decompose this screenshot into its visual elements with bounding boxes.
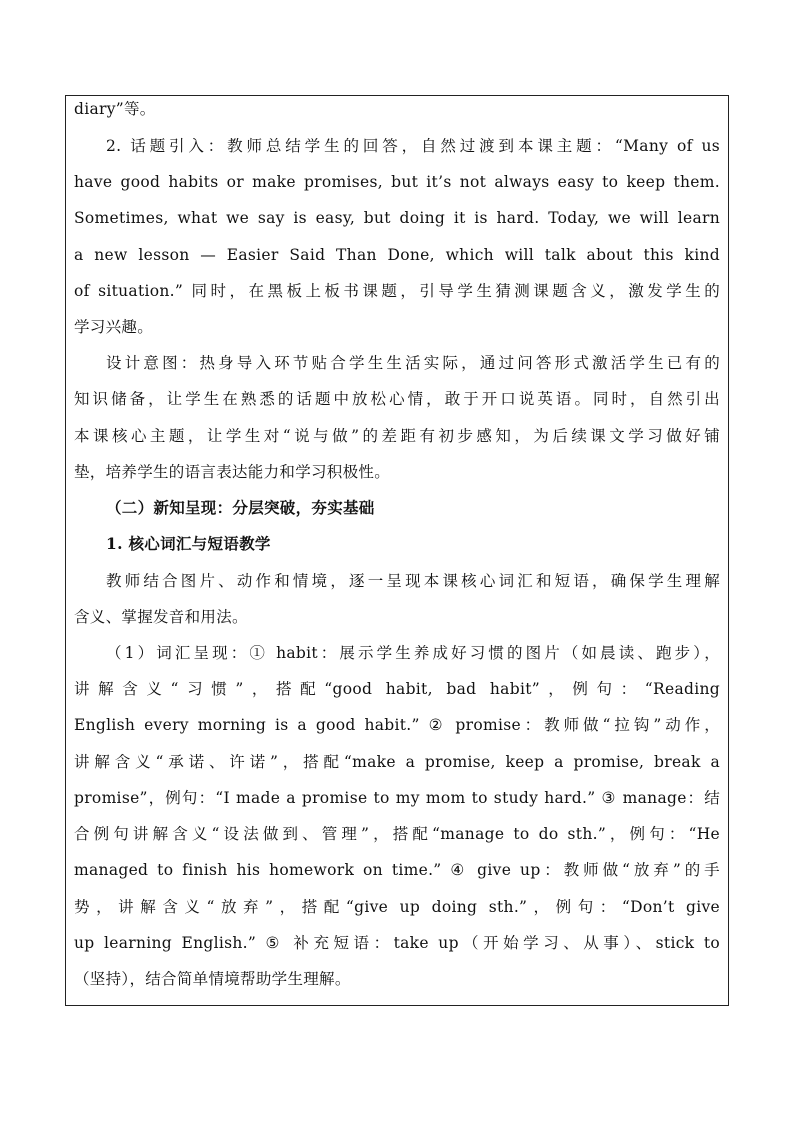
text-line: 教师结合图片、动作和情境，逐一呈现本课核心词汇和短语，确保学生理解 xyxy=(106,572,720,590)
text-line: 含义、掌握发音和用法。 xyxy=(74,608,248,626)
design-intent-line: 设计意图：热身导入环节贴合学生生活实际，通过问答形式激活学生已有的 xyxy=(106,354,720,372)
text-line: （坚持），结合简单情境帮助学生理解。 xyxy=(74,970,351,988)
text-line: 知识储备，让学生在熟悉的话题中放松心情，敢于开口说英语。同时，自然引出 xyxy=(74,390,720,408)
text-line: 垫，培养学生的语言表达能力和学习积极性。 xyxy=(74,463,391,481)
text-line: 2. 话题引入：教师总结学生的回答，自然过渡到本课主题：“Many of us xyxy=(106,137,720,155)
text-line: managed to finish his homework on time.” ④ give up：教师做“放弃”的手 xyxy=(74,861,720,879)
table-cell xyxy=(65,95,729,1006)
text-line: diary”等。 xyxy=(74,100,156,118)
subsection-heading: 1. 核心词汇与短语教学 xyxy=(106,534,271,553)
text-line: 讲解含义“习惯”，搭配“good habit, bad habit”，例句：“Reading xyxy=(74,680,720,698)
text-line: a new lesson — Easier Said Than Done, which will talk about this kind xyxy=(74,246,720,264)
text-line: up learning English.” ⑤ 补充短语：take up（开始学习、从事）、stick to xyxy=(74,934,720,952)
text-line: promise”，例句：“I made a promise to my mom to study hard.” ③ manage：结 xyxy=(74,789,720,807)
text-line: have good habits or make promises, but it’s not always easy to keep them. xyxy=(74,173,720,191)
text-line: 讲解含义“承诺、许诺”，搭配“make a promise, keep a promise, break a xyxy=(74,753,720,771)
text-line: English every morning is a good habit.” ② promise：教师做“拉钩”动作， xyxy=(74,716,720,734)
text-line: 学习兴趣。 xyxy=(74,318,154,336)
vocabulary-line: （1）词汇呈现：① habit：展示学生养成好习惯的图片（如晨读、跑步）， xyxy=(106,644,720,662)
text-line: 合例句讲解含义“设法做到、管理”，搭配“manage to do sth.”，例句：“He xyxy=(74,825,720,843)
section-heading: （二）新知呈现：分层突破，夯实基础 xyxy=(106,498,375,517)
text-line: 本课核心主题，让学生对“说与做”的差距有初步感知，为后续课文学习做好铺 xyxy=(74,427,720,445)
text-line: 势，讲解含义“放弃”，搭配“give up doing sth.”，例句：“Don’t give xyxy=(74,898,720,916)
text-line: Sometimes, what we say is easy, but doing it is hard. Today, we will learn xyxy=(74,209,720,227)
text-line: of situation.” 同时，在黑板上板书课题，引导学生猜测课题含义，激发学生的 xyxy=(74,282,720,300)
